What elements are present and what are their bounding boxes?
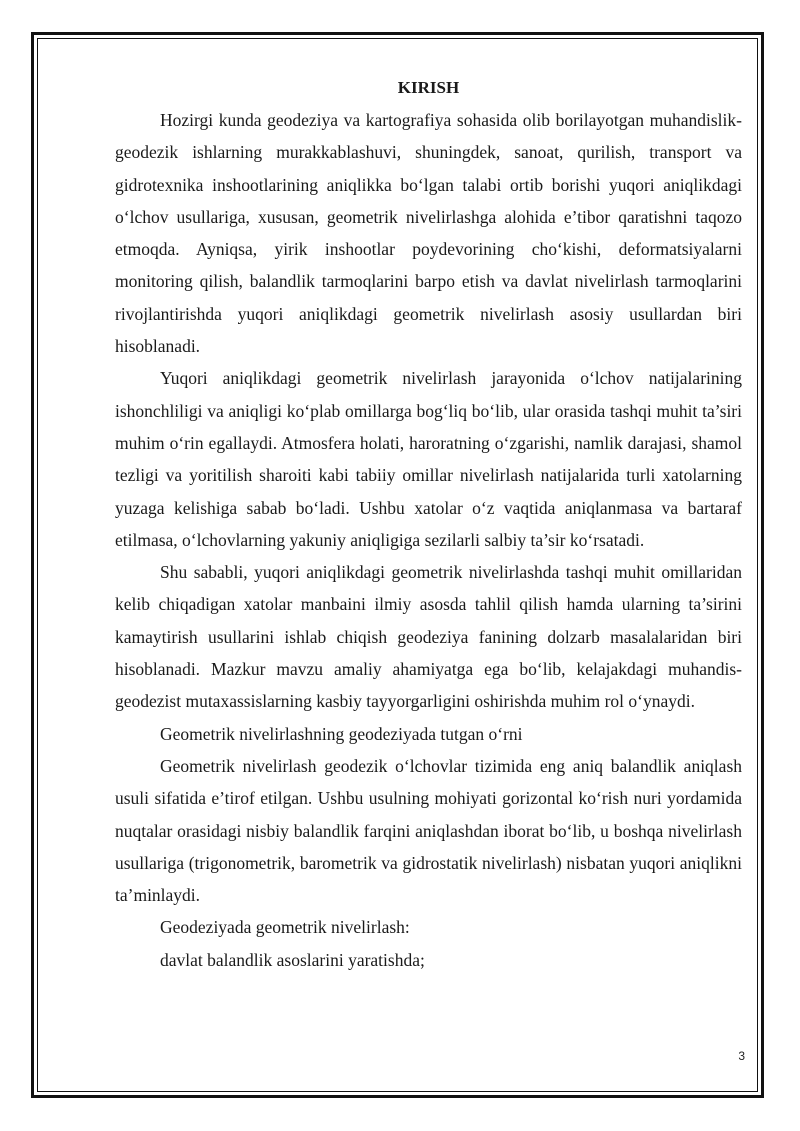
- page-number: 3: [738, 1049, 745, 1063]
- paragraph-3: Shu sababli, yuqori aniqlikdagi geometrik nivelirlashda tashqi muhit omillaridan kelib chiqadigan xatolar manbaini ilmiy asosda tahlil qilish hamda ularning ta’sirini kamaytirish usullarini ishlab chiqish geodeziya fanining dolzarb masalalaridan biri hisoblanadi. Mazkur mavzu amaliy ahamiyatga ega bo‘lib, kelajakdagi muhandis-geodezist mutaxassislarning kasbiy tayyorgarligini oshirishda muhim rol o‘ynaydi.: [115, 562, 742, 712]
- paragraph-2: Yuqori aniqlikdagi geometrik nivelirlash jarayonida o‘lchov natijalarining ishonchliligi va aniqligi ko‘plab omillarga bog‘liq bo‘lib, ular orasida tashqi muhit ta’siri muhim o‘rin egallaydi. Atmosfera holati, haroratning o‘zgarishi, namlik darajasi, shamol tezligi va yoritilish sharoiti kabi tabiiy omillar nivelirlash natijalarida turli xatolarning yuzaga kelishiga sabab bo‘ladi. Ushbu xatolar o‘z vaqtida aniqlanmasa va bartaraf etilmasa, o‘lchovlarning yakuniy aniqligiga sezilarli salbiy ta’sir ko‘rsatadi.: [115, 368, 742, 550]
- paragraph-4: Geometrik nivelirlash geodezik o‘lchovlar tizimida eng aniq balandlik aniqlash usuli sifatida e’tirof etilgan. Ushbu usulning mohiyati gorizontal ko‘rish nuri yordamida nuqtalar orasidagi nisbiy balandlik farqini aniqlashdan iborat bo‘lib, u boshqa nivelirlash usullariga (trigonometrik, barometrik va gidrostatik nivelirlash) nisbatan yuqori aniqlikni ta’minlaydi.: [115, 755, 742, 906]
- document-body: [115, 72, 742, 976]
- list-item: davlat balandlik asoslarini yaratishda;: [160, 949, 425, 970]
- paragraph-1: Hozirgi kunda geodeziya va kartografiya sohasida olib borilayotgan muhandislik-geodezik ishlarning murakkablashuvi, shuningdek, sanoat, qurilish, transport va gidrotexnika inshootlarining aniqlikka bo‘lgan talabi ortib borishi yuqori aniqlikdagi o‘lchov usullariga, xususan, geometrik nivelirlashga alohida e’tibor qaratishni taqozo etmoqda. Ayniqsa, yirik inshootlar poydevorining cho‘kishi, deformatsiyalarni monitoring qilish, balandlik tarmoqlarini barpo etish va davlat nivelirlash tarmoqlarini rivojlantirishda yuqori aniqlikdagi geometrik nivelirlash asosiy usullardan biri hisoblanadi.: [115, 110, 742, 357]
- document-heading: KIRISH: [397, 78, 460, 97]
- section-subheading: Geometrik nivelirlashning geodeziyada tutgan o‘rni: [160, 723, 523, 744]
- list-intro: Geodeziyada geometrik nivelirlash:: [160, 917, 410, 938]
